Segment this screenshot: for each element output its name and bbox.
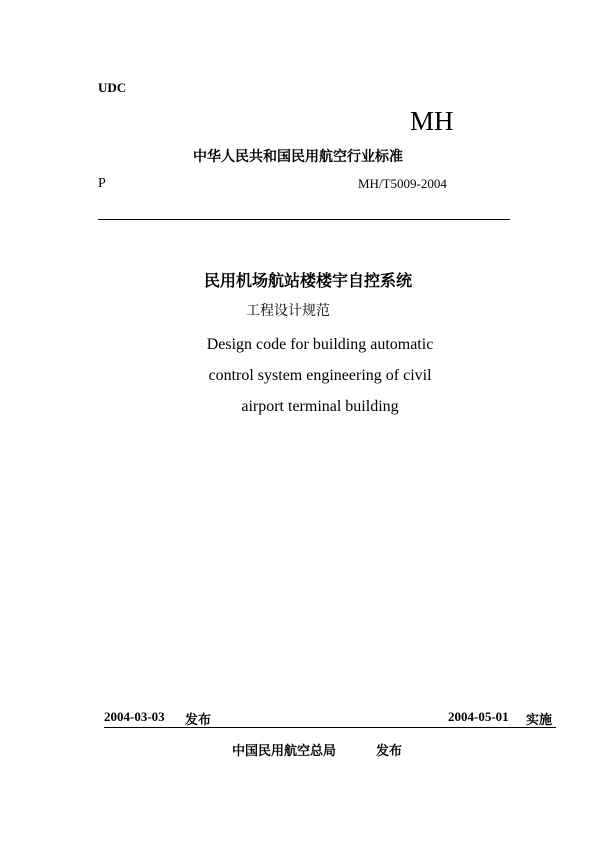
implement-date: 2004-05-01 <box>448 709 509 724</box>
issue-date: 2004-03-03 <box>104 709 165 724</box>
document-title-en-line: Design code for building automatic <box>206 336 434 353</box>
document-title-en <box>200 329 440 422</box>
issue-label: 发布 <box>185 713 212 728</box>
document-title-cn-line1: 民用机场航站楼楼宇自控系统 <box>204 271 413 290</box>
publisher-name: 中国民用航空总局 <box>232 744 337 759</box>
date-row <box>104 709 556 728</box>
document-title-en-line: control system engineering of civil <box>208 367 432 384</box>
udc-label: UDC <box>98 80 127 95</box>
header-divider <box>98 219 510 220</box>
implement-label: 实施 <box>526 713 553 728</box>
category-code: P <box>98 176 106 191</box>
document-title-en-line: airport terminal building <box>241 398 399 415</box>
standard-code: MH <box>410 106 454 136</box>
publisher-action: 发布 <box>376 744 403 759</box>
standard-number: MH/T5009-2004 <box>358 176 447 191</box>
document-title-cn-line2: 工程设计规范 <box>246 303 330 319</box>
standard-title: 中华人民共和国民用航空行业标准 <box>193 149 403 165</box>
